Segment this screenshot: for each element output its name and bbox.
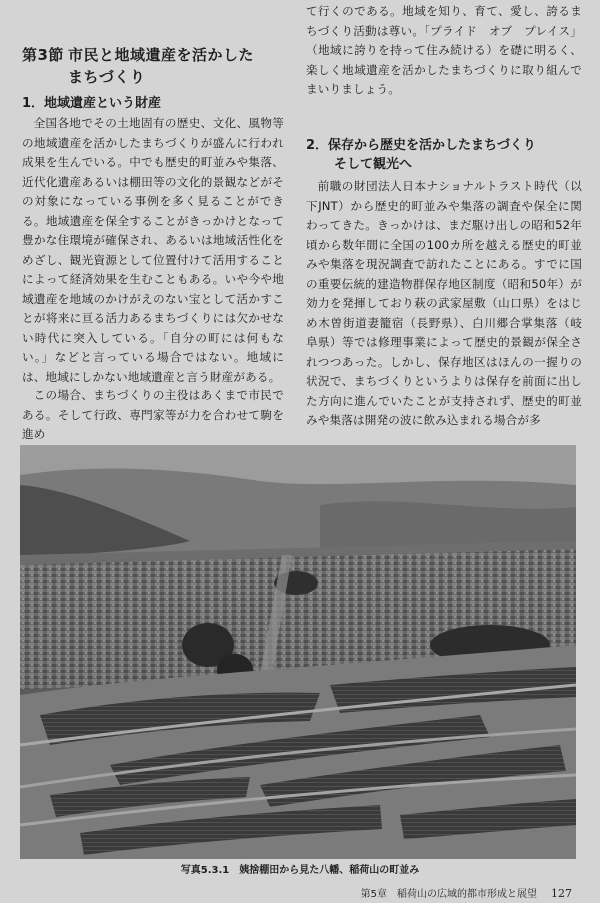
subsection-2-title-line2: そして観光へ	[334, 157, 413, 172]
subsection-2-paragraph: 前職の財団法人日本ナショナルトラスト時代（以下JNT）から歴史的町並みや集落の調査や保全に関わってきた。きっかけは、まだ駆け出しの昭和52年頃から数年間に全国の100カ所を越える歴史的町並みや集落を現況調査で訪れたことにある。すでに国の重要伝統的建造物群保存地区制度（昭和50年）が効力を発揮しており萩の武家屋敷（山口県）をはじめ木曽街道妻籠宿（長野県）、白川郷合掌集落（岐阜県）等では修理事業によって歴史的景観が保全されつつあった。しかし、保存地区はほんの一握りの状況で、まちづくりというよりは保存を前面に出した方向に進んでいたことが支持されず、歴史的町並みや集落は開発の波に飲み込まれる場合が多	[306, 179, 582, 427]
section-title-line1: 市民と地域遺産を活かした	[68, 46, 255, 64]
photo-caption: 写真5.3.1 姨捨棚田から見た八幡、稲荷山の町並み	[180, 865, 420, 876]
section-number: 第3節	[22, 46, 64, 64]
page-footer	[361, 887, 572, 902]
section-title-line2: まちづくり	[68, 68, 146, 86]
page-number: 127	[551, 887, 572, 900]
continuation-paragraph: て行くのである。地域を知り、育て、愛し、誇るまちづくり活動は尊い。「プライド オブ プレイス」（地域に誇りを持って住み続ける）を礎に明るく、楽しく地域遺産を活かしたまちづくりに取り組んでまいりましょう。	[306, 4, 582, 96]
footer-chapter: 第5章 稲荷山の広域的都市形成と展望	[360, 889, 537, 900]
subsection-2-title	[306, 136, 582, 174]
terraced-fields-town-photo	[20, 445, 576, 859]
subsection-1-paragraph-1: 全国各地でその土地固有の歴史、文化、風物等の地域遺産を活かしたまちづくりが盛んに行われ成果を生んでいる。中でも歴史的町並みや集落、近代化遺産あるいは棚田等の文化的景観などがその対象になっている事例を多く見ることができる。地域遺産を保全することがきっかけとなって豊かな住環境が確保され、あるいは地域活性化をめざし、観光資源として位置付けて活用することによって経済効果を生むこともある。いや今や地域遺産を地域のかけがえのない宝として活かすことが将来に亘る活力あるまちづくりには欠かせない時代に突入している。「自分の町には何もない。」などと言っている場合ではない。地域には、地域にしかない地域遺産と言う財産がある。	[22, 116, 284, 384]
subsection-1-title: 1．地域遺産という財産	[22, 96, 162, 111]
subsection-2-title-line1: 2．保存から歴史を活かしたまちづくり	[306, 138, 536, 153]
section-heading	[22, 44, 284, 88]
subsection-1-paragraph-2: この場合、まちづくりの主役はあくまで市民である。そして行政、専門家等が力を合わせて駒を進め	[22, 388, 284, 441]
landscape-photo	[20, 445, 576, 859]
